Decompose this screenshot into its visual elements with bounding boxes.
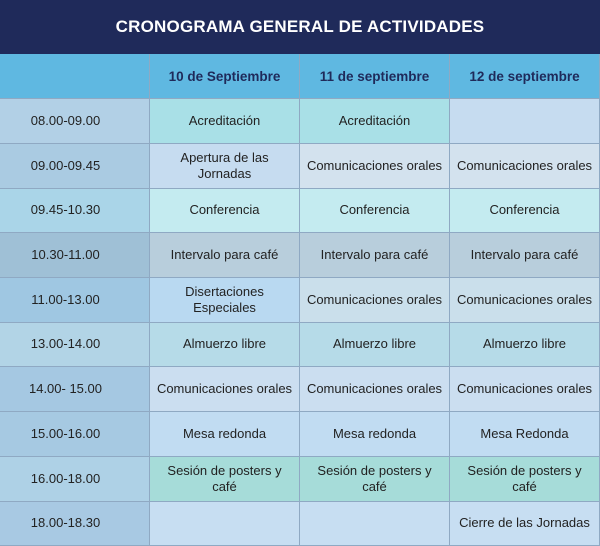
activity-cell: Comunicaciones orales	[450, 144, 600, 189]
activity-cell: Conferencia	[450, 189, 600, 233]
activity-cell: Almuerzo libre	[150, 323, 300, 367]
activity-cell: Intervalo para café	[450, 233, 600, 278]
time-slot-cell: 08.00-09.00	[0, 99, 150, 144]
activity-cell: Sesión de posters y café	[150, 457, 300, 502]
activity-cell: Comunicaciones orales	[450, 367, 600, 412]
activity-cell: Almuerzo libre	[300, 323, 450, 367]
activity-cell: Sesión de posters y café	[450, 457, 600, 502]
activity-cell: Intervalo para café	[300, 233, 450, 278]
activity-cell: Comunicaciones orales	[300, 144, 450, 189]
activity-cell	[450, 99, 600, 144]
activity-cell: Conferencia	[300, 189, 450, 233]
activity-cell: Acreditación	[300, 99, 450, 144]
activity-cell: Apertura de las Jornadas	[150, 144, 300, 189]
activity-cell: Disertaciones Especiales	[150, 278, 300, 323]
activity-cell	[150, 502, 300, 546]
time-slot-cell: 11.00-13.00	[0, 278, 150, 323]
time-slot-cell: 09.00-09.45	[0, 144, 150, 189]
activity-cell: Almuerzo libre	[450, 323, 600, 367]
activity-cell: Comunicaciones orales	[450, 278, 600, 323]
page-title: CRONOGRAMA GENERAL DE ACTIVIDADES	[0, 0, 600, 54]
time-slot-cell: 13.00-14.00	[0, 323, 150, 367]
header-cell-empty	[0, 54, 150, 99]
time-slot-cell: 15.00-16.00	[0, 412, 150, 457]
time-slot-cell: 09.45-10.30	[0, 189, 150, 233]
activity-cell: Comunicaciones orales	[300, 278, 450, 323]
header-day-2: 11 de septiembre	[300, 54, 450, 99]
time-slot-cell: 18.00-18.30	[0, 502, 150, 546]
activity-cell: Mesa Redonda	[450, 412, 600, 457]
activity-cell: Comunicaciones orales	[150, 367, 300, 412]
activity-cell: Sesión de posters y café	[300, 457, 450, 502]
activity-cell: Conferencia	[150, 189, 300, 233]
header-day-3: 12 de septiembre	[450, 54, 600, 99]
activity-cell: Cierre de las Jornadas	[450, 502, 600, 546]
time-slot-cell: 16.00-18.00	[0, 457, 150, 502]
activity-cell: Mesa redonda	[300, 412, 450, 457]
activity-cell: Intervalo para café	[150, 233, 300, 278]
activity-cell: Comunicaciones orales	[300, 367, 450, 412]
activity-cell	[300, 502, 450, 546]
activity-cell: Acreditación	[150, 99, 300, 144]
time-slot-cell: 14.00- 15.00	[0, 367, 150, 412]
time-slot-cell: 10.30-11.00	[0, 233, 150, 278]
header-day-1: 10 de Septiembre	[150, 54, 300, 99]
activity-cell: Mesa redonda	[150, 412, 300, 457]
